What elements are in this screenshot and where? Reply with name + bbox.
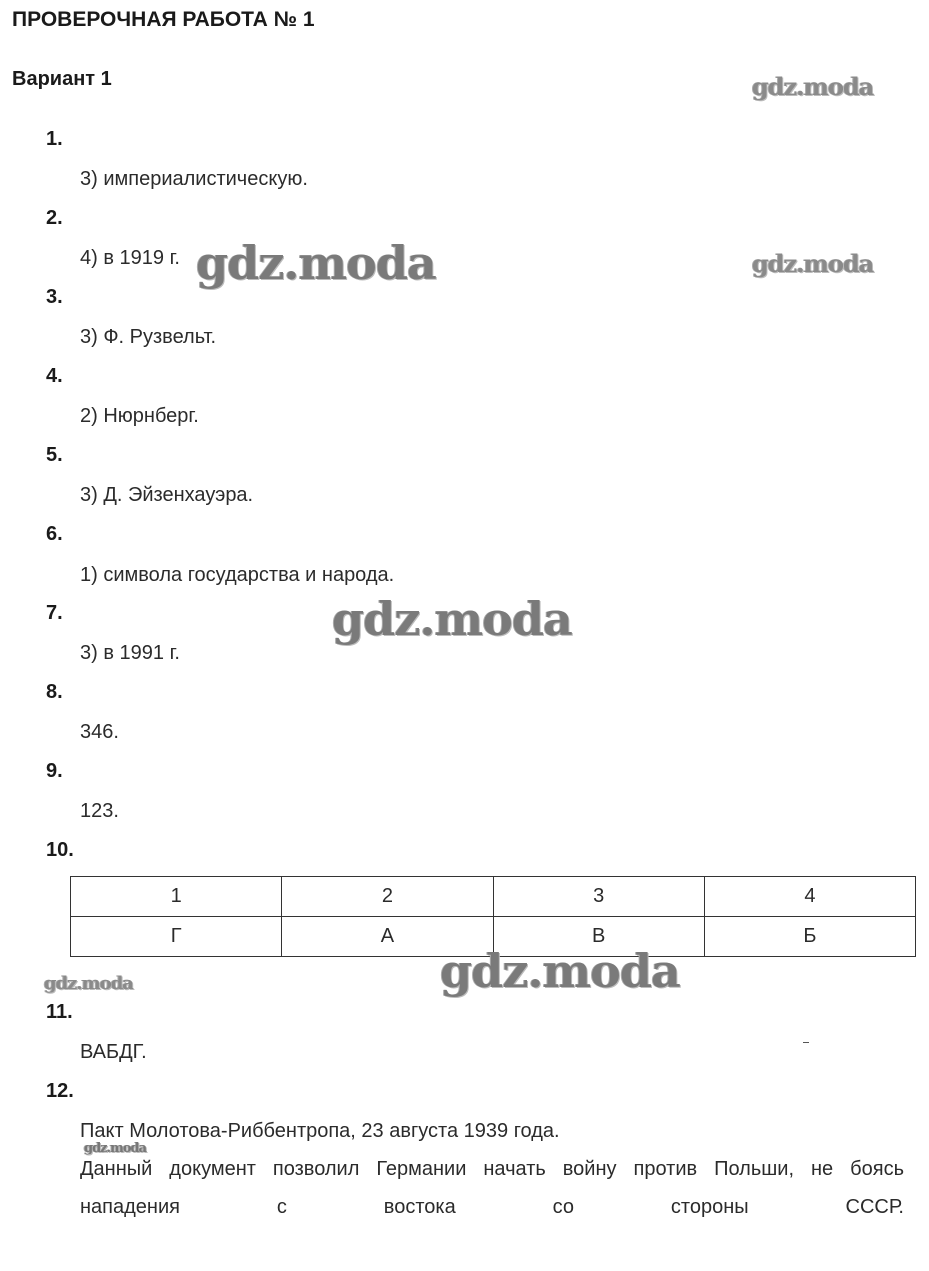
question-number-5: 5. <box>46 444 63 466</box>
answer-3: 3) Ф. Рузвельт. <box>80 326 217 348</box>
table-cell: 1 <box>71 877 282 917</box>
watermark: gdz.moda <box>752 249 874 278</box>
answer-8: 346. <box>80 721 119 743</box>
answer-6: 1) символа государства и народа. <box>80 564 395 586</box>
question-number-7: 7. <box>46 602 63 624</box>
answer-2: 4) в 1919 г. <box>80 247 180 269</box>
answer-7: 3) в 1991 г. <box>80 642 180 664</box>
answer-4: 2) Нюрнберг. <box>80 405 199 427</box>
watermark: gdz.moda <box>332 592 572 646</box>
watermark: gdz.moda <box>44 973 133 994</box>
stray-mark <box>803 1042 809 1043</box>
answer-9: 123. <box>80 800 119 822</box>
table-header-row <box>71 877 916 917</box>
question-number-2: 2. <box>46 207 63 229</box>
table-cell: 2 <box>282 877 493 917</box>
table-cell: 3 <box>493 877 704 917</box>
table-cell: 4 <box>704 877 915 917</box>
watermark: gdz.moda <box>84 1141 147 1156</box>
variant-heading: Вариант 1 <box>12 68 112 90</box>
question-number-6: 6. <box>46 523 63 545</box>
question-number-9: 9. <box>46 760 63 782</box>
table-cell: Г <box>71 917 282 957</box>
question-number-3: 3. <box>46 286 63 308</box>
table-cell: А <box>282 917 493 957</box>
answer-12-line1: Пакт Молотова-Риббентропа, 23 августа 1939 года. <box>80 1120 560 1142</box>
answer-5: 3) Д. Эйзенхауэра. <box>80 484 254 506</box>
answer-12-paragraph: Данный документ позволил Германии начать войну против Польши, не боясь нападения с востока со стороны СССР. <box>80 1158 904 1218</box>
question-number-1: 1. <box>46 128 63 150</box>
page-title: ПРОВЕРОЧНАЯ РАБОТА № 1 <box>12 8 315 31</box>
answer-11: ВАБДГ. <box>80 1041 147 1063</box>
watermark: gdz.moda <box>752 72 874 101</box>
answer-1: 3) империалистическую. <box>80 168 308 190</box>
question-number-11: 11. <box>46 1001 73 1023</box>
question-number-4: 4. <box>46 365 63 387</box>
question-number-8: 8. <box>46 681 63 703</box>
question-number-10: 10. <box>46 839 74 861</box>
watermark: gdz.moda <box>440 944 680 998</box>
table-cell: Б <box>704 917 915 957</box>
question-number-12: 12. <box>46 1080 74 1102</box>
table-cell: В <box>493 917 704 957</box>
watermark: gdz.moda <box>196 236 436 290</box>
